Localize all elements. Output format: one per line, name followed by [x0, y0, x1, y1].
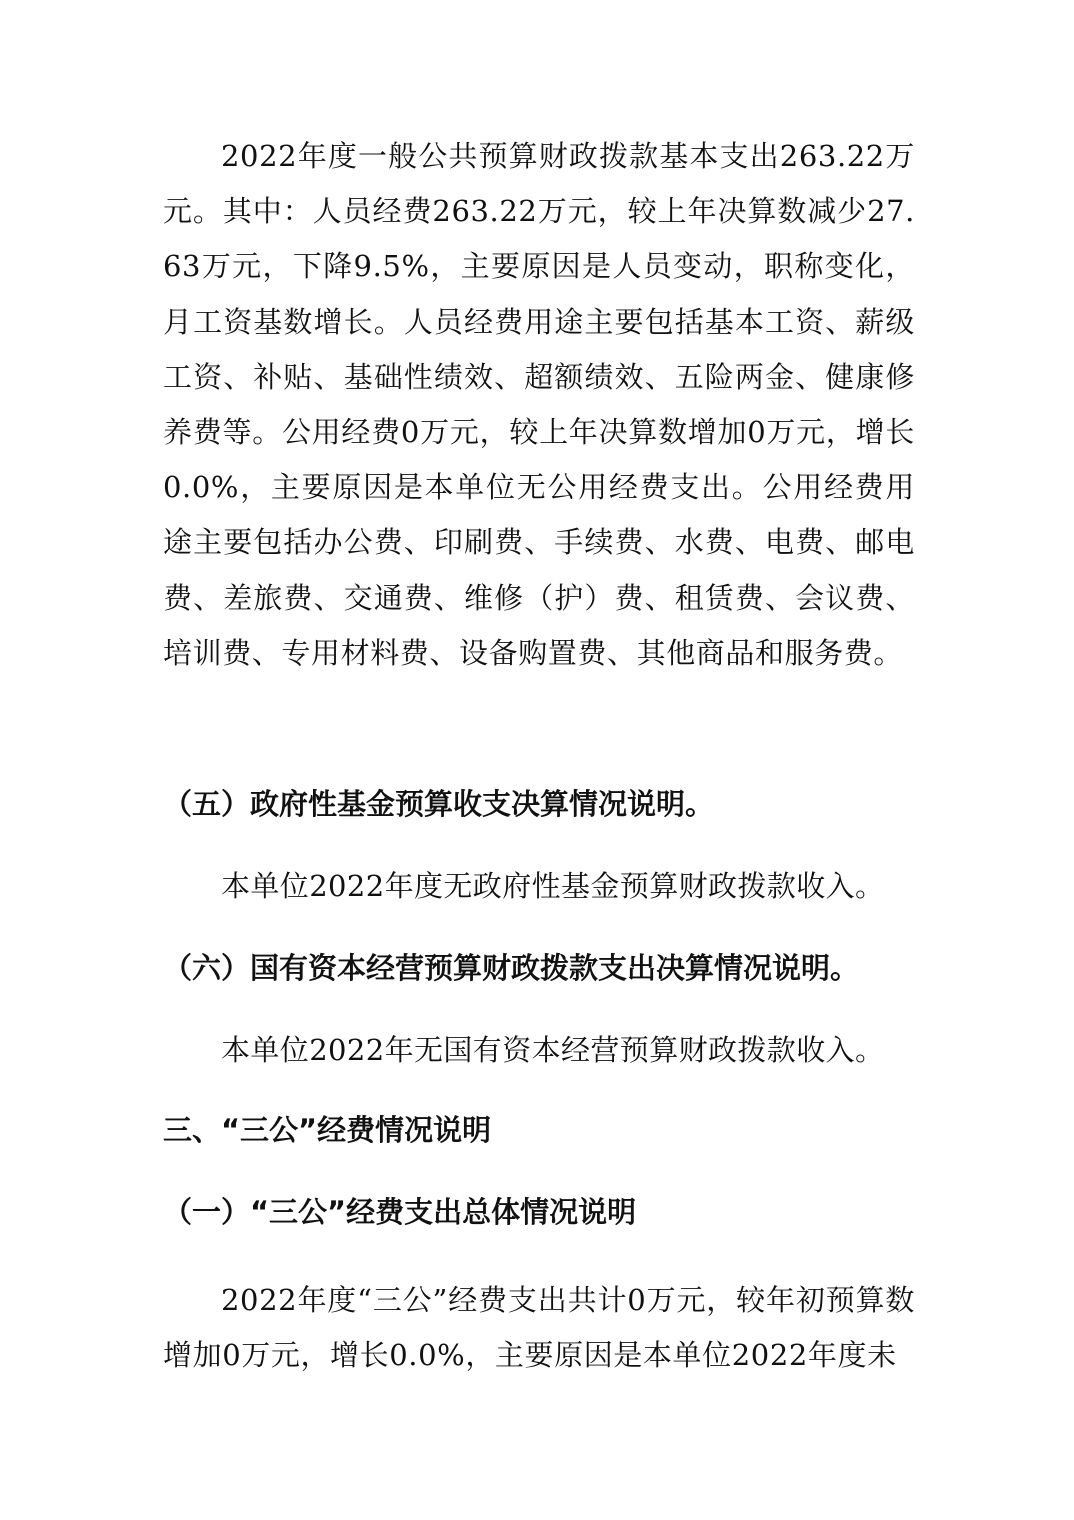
basic-expenditure-paragraph: 2022年度一般公共预算财政拨款基本支出263.22万元。其中：人员经费263.22万元，较上年决算数减少27.63万元，下降9.5%，主要原因是人员变动，职称变化，月工资基数增长。人员经费用途主要包括基本工资、薪级工资、补贴、基础性绩效、超额绩效、五险两金、健康修养费等。公用经费0万元，较上年决算数增加0万元，增长0.0%，主要原因是本单位无公用经费支出。公用经费用途主要包括办公费、印刷费、手续费、水费、电费、邮电费、差旅费、交通费、维修（护）费、租赁费、会议费、培训费、专用材料费、设备购置费、其他商品和服务费。: [163, 139, 915, 670]
subheading-three-public-total: （一）“三公”经费支出总体情况说明: [163, 1195, 637, 1229]
government-fund-paragraph: 本单位2022年度无政府性基金预算财政拨款收入。: [221, 869, 885, 903]
heading-state-capital-budget: （六）国有资本经营预算财政拨款支出决算情况说明。: [163, 951, 860, 985]
heading-government-fund-budget: （五）政府性基金预算收支决算情况说明。: [163, 787, 715, 821]
three-public-expenditure-paragraph: 2022年度“三公”经费支出共计0万元，较年初预算数增加0万元，增长0.0%，主要原因是本单位2022年度未: [163, 1283, 915, 1373]
state-capital-paragraph: 本单位2022年无国有资本经营预算财政拨款收入。: [221, 1033, 885, 1067]
section-three-heading: 三、“三公”经费情况说明: [163, 1113, 492, 1147]
